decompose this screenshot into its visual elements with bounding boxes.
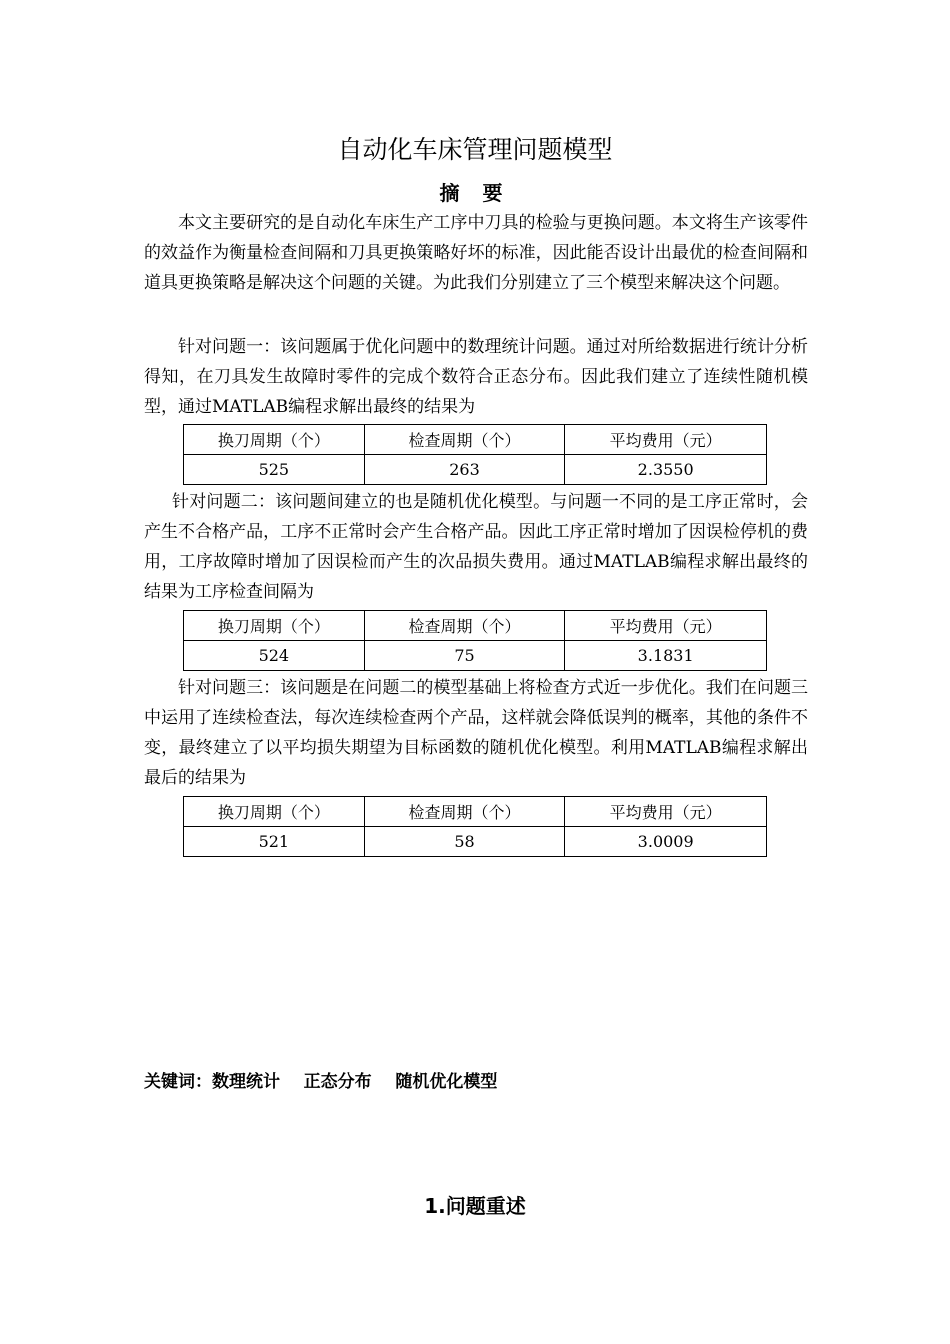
table-cell: 524	[184, 641, 365, 671]
abstract-intro-paragraph: 本文主要研究的是自动化车床生产工序中刀具的检验与更换问题。本文将生产该零件的效益作为衡量检查间隔和刀具更换策略好坏的标准，因此能否设计出最优的检查间隔和道具更换策略是解决这个问题的关键。为此我们分别建立了三个模型来解决这个问题。	[144, 213, 808, 293]
page-title: 自动化车床管理问题模型	[337, 135, 613, 164]
problem2-paragraph: 针对问题二：该问题间建立的也是随机优化模型。与问题一不同的是工序正常时，会产生不合格产品，工序不正常时会产生合格产品。因此工序正常时增加了因误检停机的费用，工序故障时增加了因误检而产生的次品损失费用。通过MATLAB编程求解出最终的结果为工序检查间隔为	[144, 492, 808, 602]
table-row	[184, 455, 767, 485]
result-table-3	[183, 796, 767, 857]
table-cell: 75	[364, 641, 565, 671]
section-heading: 1.问题重述	[424, 1194, 526, 1218]
result-table-2	[183, 610, 767, 671]
table-cell: 521	[184, 827, 365, 857]
table-header-row	[184, 425, 767, 455]
header-check-cycle: 检查周期（个）	[364, 797, 565, 827]
header-average-cost: 平均费用（元）	[565, 425, 767, 455]
header-tool-change-cycle: 换刀周期（个）	[184, 425, 365, 455]
table-row	[184, 641, 767, 671]
table-cell: 58	[364, 827, 565, 857]
table-header-row	[184, 797, 767, 827]
problem3-paragraph: 针对问题三：该问题是在问题二的模型基础上将检查方式近一步优化。我们在问题三中运用了连续检查法，每次连续检查两个产品，这样就会降低误判的概率，其他的条件不变，最终建立了以平均损失期望为目标函数的随机优化模型。利用MATLAB编程求解出最后的结果为	[144, 678, 808, 788]
table-row	[184, 827, 767, 857]
table-cell: 263	[364, 455, 565, 485]
problem1-paragraph: 针对问题一：该问题属于优化问题中的数理统计问题。通过对所给数据进行统计分析得知，在刀具发生故障时零件的完成个数符合正态分布。因此我们建立了连续性随机模型，通过MATLAB编程求解出最终的结果为	[144, 337, 808, 417]
table-header-row	[184, 611, 767, 641]
keywords: 关键词：数理统计 正态分布 随机优化模型	[144, 1072, 498, 1092]
table-cell: 3.0009	[565, 827, 767, 857]
header-tool-change-cycle: 换刀周期（个）	[184, 797, 365, 827]
header-check-cycle: 检查周期（个）	[364, 611, 565, 641]
header-average-cost: 平均费用（元）	[565, 797, 767, 827]
table-cell: 3.1831	[565, 641, 767, 671]
table-cell: 2.3550	[565, 455, 767, 485]
header-average-cost: 平均费用（元）	[565, 611, 767, 641]
abstract-heading: 摘 要	[439, 181, 511, 205]
result-table-1	[183, 424, 767, 485]
header-check-cycle: 检查周期（个）	[364, 425, 565, 455]
header-tool-change-cycle: 换刀周期（个）	[184, 611, 365, 641]
table-cell: 525	[184, 455, 365, 485]
